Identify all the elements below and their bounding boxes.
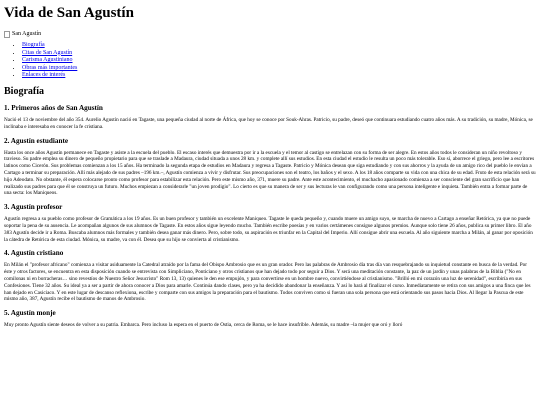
nav-link-enlaces[interactable]: Enlaces de interés xyxy=(22,72,66,79)
page-title: Vida de San Agustín xyxy=(4,5,134,21)
article-heading: 2. Agustín estudiante xyxy=(4,136,69,145)
article-1 xyxy=(4,104,536,131)
article-heading: 1. Primeros años de San Agustín xyxy=(4,103,103,112)
article-text: Nació el 13 de noviembre del año 354. Aurelio Agustín nació en Tagaste, una pequeña ciudad al norte de África, que hoy se conoce por Souk-Ahras. Patricio, su padre, deseó que continuara estudiando cuatro años más. A su tradición, su madre, Mónica, se inclinaba e interesaba en conocer la fe cristiana. xyxy=(4,116,533,130)
article-3 xyxy=(4,203,536,243)
article-heading: 3. Agustín profesor xyxy=(4,203,63,212)
article-heading: 5. Agustín monje xyxy=(4,309,56,318)
nav-link-carisma[interactable]: Carisma Agustiniano xyxy=(22,57,73,64)
section-title: Biografía xyxy=(4,85,44,97)
logo-image xyxy=(4,30,536,38)
nav-link-obras[interactable]: Obras más importantes xyxy=(22,64,78,71)
nav-item-carisma xyxy=(22,57,536,65)
article-heading: 4. Agustín cristiano xyxy=(4,249,64,258)
main-nav xyxy=(4,42,536,80)
nav-item-biografia xyxy=(22,42,536,50)
article-2 xyxy=(4,137,536,198)
article-text: Hasta los once años Agustín permanece en Tagaste y asiste a la escuela del pueblo. El escaso interés que demuestra por ir a la escuela y el temor al castigo se entrelazan con su forma de ser alegre. En estos años todos le consideran un niño revoltoso y travieso. Su padre emplea su dinero de pequeño propietario para que se traslade a Madaura, ciudad situada a unos 28 km. y complete allí sus estudios. En esta ciudad el estudio le resulta un poco más tolerable. Eso sí, aborrece el griego, pero lee a escritores latinos como Cicerón. Sus problemas comienzan a los 15 años. Ha terminado la segunda etapa de estudios en Madaura y regresa a Tagaste. Patricio y Mónica desean que siga estudiando y con sus ahorros y la ayuda de un amigo rico del pueblo le envían a Cartago a terminar su preparación. Allí más alejado de sus padres –196 km.–, Agustín comienza a vivir y disfrutar. Sus preocupaciones son el teatro, los baños y el sexo. A los 18 años comparte su vida con una chica de su edad. Fruto de esta relación será su hijo Adeodato. No obstante, él espera colocarse pronto como profesor para estabilizar esta relación. Pero este mismo año, 371, muere su padre. Ante este acontecimiento, el muchacho apasionado comienza a ser consciente del gran sacrificio que han realizado sus padres para que él se construya un futuro. Muchos empiezan a considerarle "un joven prodigio". Lo cierto es que su manera de ser y sus lecturas le van configurando como una persona inteligente e inquieta. También entra a formar parte de una secta: los Maniqueos. xyxy=(4,149,536,197)
article-text: Muy pronto Agustín siente deseos de volver a su patria. Embarca. Pero incluso la espera en el puerto de Ostia, cerca de Roma, se le hace insufrible. Además, su madre –la mujer que oró y lloró xyxy=(4,322,403,329)
nav-item-enlaces xyxy=(22,72,536,80)
logo-alt-text: San Agustín xyxy=(12,31,42,37)
page xyxy=(0,4,540,329)
article-4 xyxy=(4,249,536,303)
nav-item-obras xyxy=(22,65,536,73)
broken-image-icon xyxy=(4,31,10,38)
nav-link-biografia[interactable]: Biografía xyxy=(22,42,45,48)
article-text: En Milán el "profesor africano" comienza a visitar asiduamente la Catedral atraído por la fama del Obispo Ambrosio que es un gran orador. Pero las palabras de Ambrosio día tras día van resquebrajando su inquietud constante en busca de la verdad. Por éste y otros factores, se encuentra en esta disposición cuando se entrevista con Simpliciano, Ponticiano y otros cristianos que han dejado todo por seguir a Dios. Y será una meditación constante, la paz de un jardín y unas palabras de la Biblia ("No en comilonas ni en borracheras… sino revestíos de Nuestro Señor Jesucristo" Rom 13, 13) quienes le den ese empujón, y para convertirse en un hombre nuevo, convirtiéndose al cristianismo. "Brilló en mi corazón una luz de serenidad", escribiría en sus Confesiones. Tiene 32 años. Su ideal ya a ser a partir de ahora conocer a Dios para amarle. Continúa dando clases, pero ya ha decidido abandonar la enseñanza. Y así lo hará al finalizar el curso. Inmediatamente se retira con sus amigos a una finca que les han dejado en Casiciaco. Y en este lugar de descanso reflexiona, escribe y comparte con sus amigos la preparación para el bautismo. Todos conviven como si fueran una sola persona que está orientando sus pasos hacia Dios. Al llegar la Pascua de este mismo año, 387, Agustín recibe el bautismo de manos de Ambrosio. xyxy=(4,262,531,303)
nav-link-citas[interactable]: Citas de San Agustín xyxy=(22,49,73,56)
nav-item-citas xyxy=(22,50,536,58)
article-text: Agustín regresa a su pueblo como profesor de Gramática a los 19 años. Es un buen profesor y también un excelente Maniqueo. Tagaste le queda pequeño y, cuando muere un amigo suyo, se marcha de nuevo a Cartago a enseñar Retórica, ya que no puede soportar la pena de su ausencia. Le acompañan algunos de sus alumnos de Tagaste. En estos años sigue leyendo mucho. También escribe poesías y en varios certámenes consigue algunos premios. Aunque solo tiene 26 años, publica su primer libro. El año 383 Agustín decide ir a Roma. Buscaba alumnos más formales y también desea ganar más dinero. Pero, sobre todo, su aspiración es triunfar en la Capital del Imperio. Allí consigue abrir una escuela. Al año siguiente marcha a Milán, al ganar por oposición la cátedra de Retórica de esta ciudad. Mónica, su madre, va con él. Desea que su hijo se convierta al cristianismo. xyxy=(4,216,533,243)
article-5 xyxy=(4,309,536,329)
